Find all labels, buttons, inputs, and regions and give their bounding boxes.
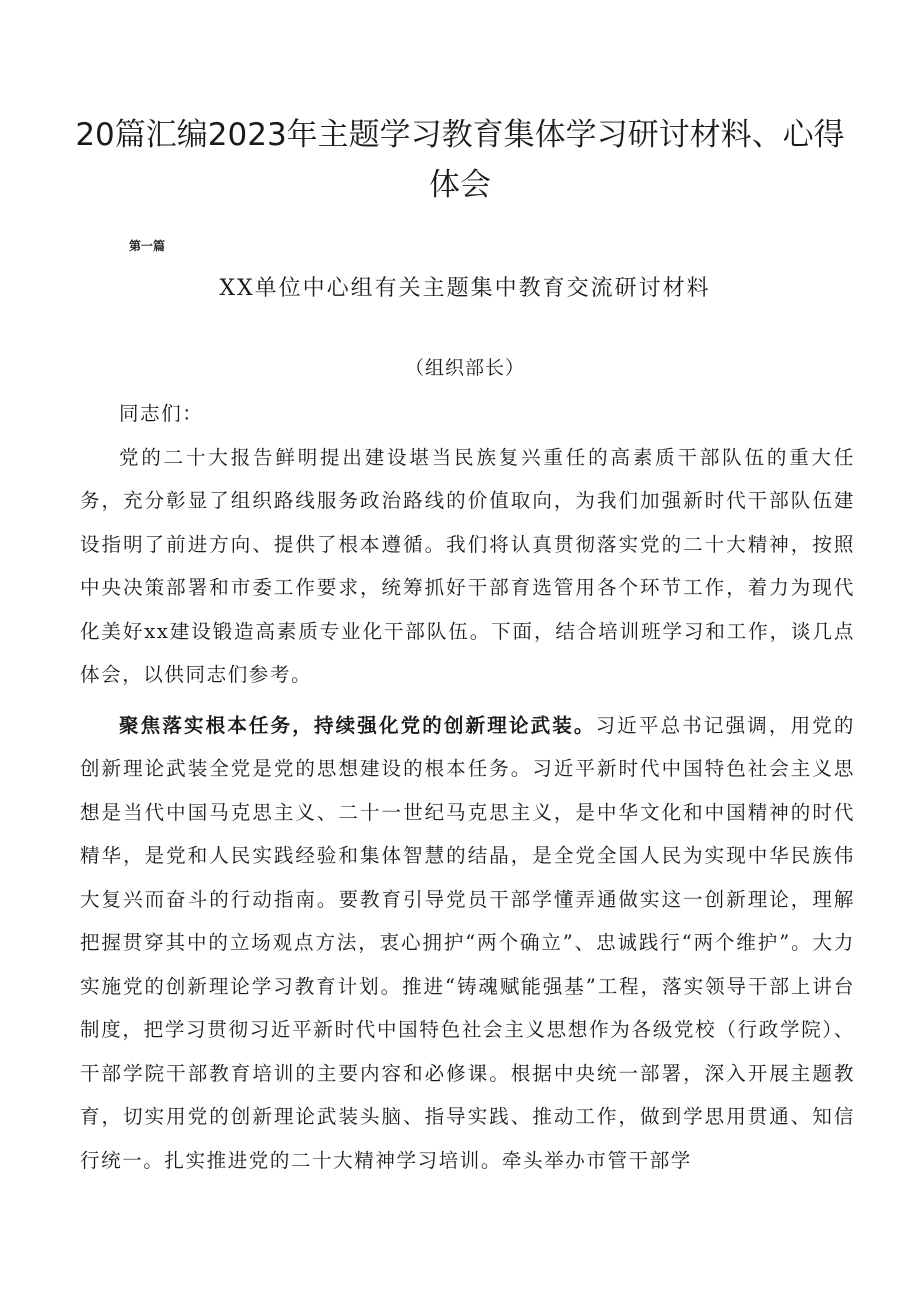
paragraph-1: 党的二十大报告鲜明提出建设堪当民族复兴重任的高素质干部队伍的重大任务，充分彰显了组织路线服务政治路线的价值取向，为我们加强新时代干部队伍建设指明了前进方向、提供了根本遵循。我们将认真贯彻落实党的二十大精神，按照中央决策部署和市委工作要求，统筹抓好干部育选管用各个环节工作，着力为现代化美好xx建设锻造高素质专业化干部队伍。下面，结合培训班学习和工作，谈几点体会，以供同志们参考。: [80, 445, 855, 686]
paragraph-2-lead: 聚焦落实根本任务，持续强化党的创新理论武装。: [119, 713, 596, 737]
article-subtitle: XX单位中心组有关主题集中教育交流研讨材料: [219, 276, 711, 301]
section-label: 第一篇: [129, 239, 166, 253]
article-body: [80, 392, 855, 1182]
author-role: （组织部长）: [404, 357, 525, 379]
greeting: 同志们：: [119, 402, 204, 425]
paragraph-2-body: 习近平总书记强调，用党的创新理论武装全党是党的思想建设的根本任务。习近平新时代中国特色社会主义思想是当代中国马克思主义、二十一世纪马克思主义，是中华文化和中国精神的时代精华，是党和人民实践经验和集体智慧的结晶，是全党全国人民为实现中华民族伟大复兴而奋斗的行动指南。要教育引导党员干部学懂弄通做实这一创新理论，理解把握贯穿其中的立场观点方法，衷心拥护“两个确立”、忠诚践行“两个维护”。大力实施党的创新理论学习教育计划。推进“铸魂赋能强基”工程，落实领导干部上讲台制度，把学习贯彻习近平新时代中国特色社会主义思想作为各级党校（行政学院）、干部学院干部教育培训的主要内容和必修课。根据中央统一部署，深入开展主题教育，切实用党的创新理论武装头脑、指导实践、推动工作，做到学思用贯通、知信行统一。扎实推进党的二十大精神学习培训。牵头举办市管干部学: [80, 713, 856, 1172]
document-title: 20篇汇编2023年主题学习教育集体学习研讨材料、心得体会: [75, 117, 845, 203]
paragraph-2: [80, 704, 855, 1183]
